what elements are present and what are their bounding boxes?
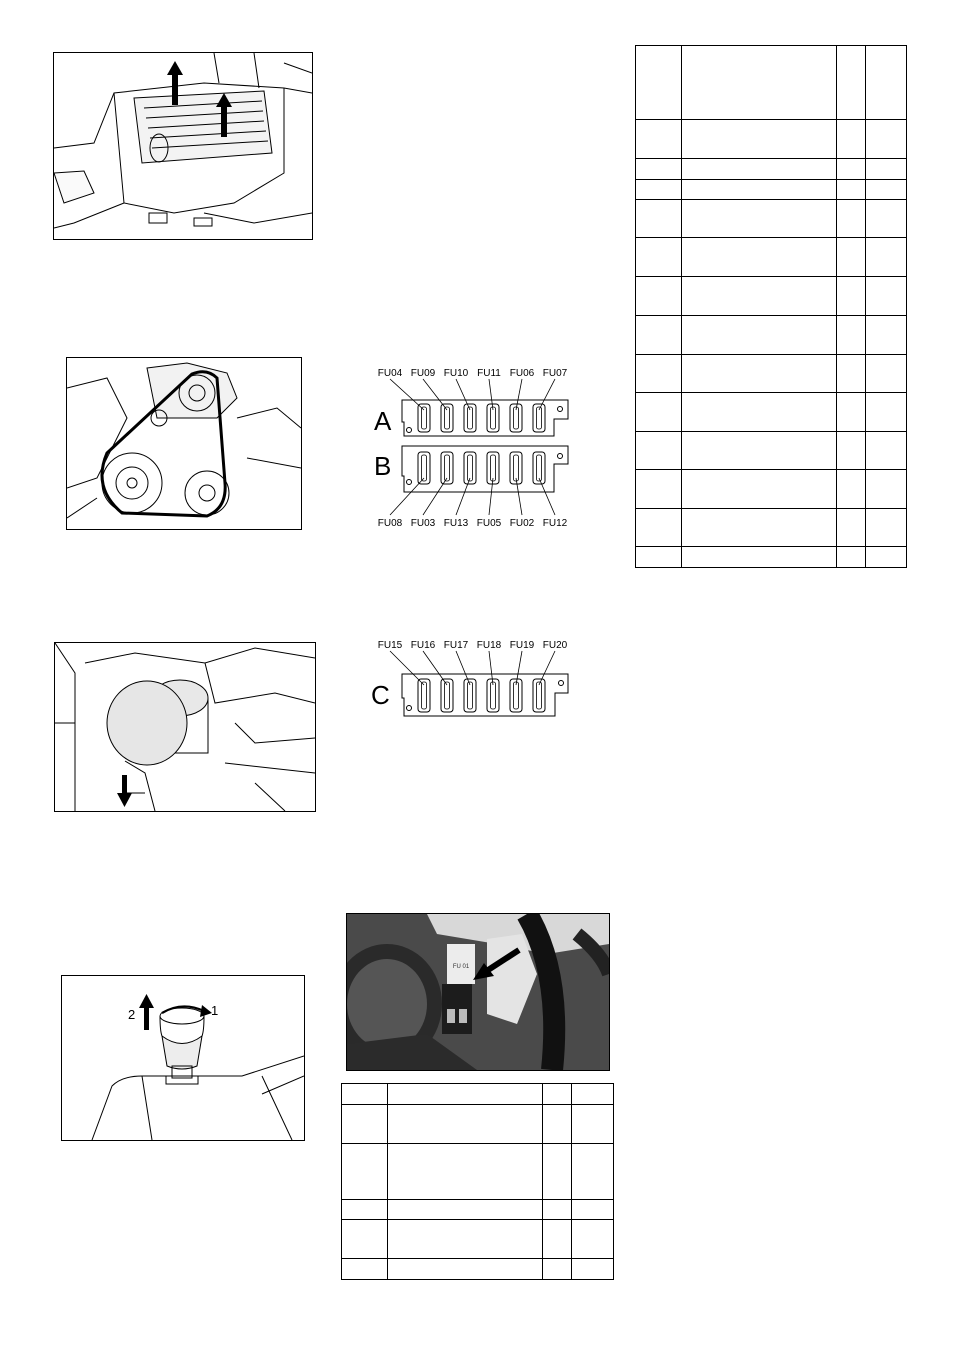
fuse-label-fu07: FU07 (542, 368, 568, 379)
air-filter-illustration (54, 53, 312, 239)
pull-down-arrow-icon (117, 775, 132, 807)
fuse-slot-fu16 (441, 679, 453, 712)
engine-bay-photo (347, 914, 609, 1070)
figure-air-filter-removal (53, 52, 313, 240)
fuse-slot-fu08 (418, 452, 430, 484)
figure-air-filter-cover (54, 642, 316, 812)
figure-drive-belt (66, 357, 302, 530)
air-cleaner-illustration (55, 643, 315, 811)
fuse-leader-fu11 (489, 379, 493, 410)
fuse-label-fu15: FU15 (377, 640, 403, 651)
fuse-blade-fu03 (445, 455, 450, 481)
fuse-leader-fu10 (456, 379, 470, 410)
rotate-arrow-icon (162, 1006, 204, 1013)
fuse-blade-fu20 (537, 682, 542, 709)
filler-cap-illustration (62, 976, 304, 1140)
fuse-box-ab (372, 364, 584, 532)
fuse-leader-fu16 (423, 651, 447, 685)
fuse-slot-fu10 (464, 404, 476, 432)
fuse-leader-fu09 (423, 379, 447, 410)
fuse-leader-fu07 (539, 379, 555, 410)
fuse-label-fu10: FU10 (443, 368, 469, 379)
fuse-slot-fu03 (441, 452, 453, 484)
photo-engine-bay-fuse (346, 913, 610, 1071)
fuse-table-secondary (341, 1083, 614, 1280)
row-a-letter: A (374, 406, 392, 436)
fuse-slot-fu13 (464, 452, 476, 484)
fuse-label-fu08: FU08 (377, 518, 403, 529)
fuse-label-fu06: FU06 (509, 368, 535, 379)
fuse-leader-fu17 (456, 651, 470, 685)
fuse-blade-fu15 (422, 682, 427, 709)
step-lift-number: 2 (128, 1007, 136, 1022)
fuse-label-fu13: FU13 (443, 518, 469, 529)
fuse-blade-fu12 (537, 455, 542, 481)
fuse-blade-fu17 (468, 682, 473, 709)
fuse-label-fu18: FU18 (476, 640, 502, 651)
fuse-label-fu04: FU04 (377, 368, 403, 379)
fuse-label-fu03: FU03 (410, 518, 436, 529)
fuse-label-fu12: FU12 (542, 518, 568, 529)
fuse-leader-fu15 (390, 651, 424, 685)
fuse-blade-fu02 (514, 455, 519, 481)
fuse-leader-fu13 (456, 478, 470, 515)
fuse-leader-fu20 (539, 651, 555, 685)
fuse-label-fu19: FU19 (509, 640, 535, 651)
fuse-label-fu05: FU05 (476, 518, 502, 529)
fuse-blade-fu08 (422, 455, 427, 481)
fuse-box-c (370, 636, 585, 726)
photo-fuse-tag: FU 01 (452, 964, 470, 970)
fuse-label-fu02: FU02 (509, 518, 535, 529)
fuse-blade-fu19 (514, 682, 519, 709)
fuse-blade-fu18 (491, 682, 496, 709)
fuse-slot-fu07 (533, 404, 545, 432)
fuse-slot-fu15 (418, 679, 430, 712)
figure-filler-cap (61, 975, 305, 1141)
fuse-slot-fu04 (418, 404, 430, 432)
fuse-table-main (635, 45, 907, 568)
fuse-slot-fu12 (533, 452, 545, 484)
fuse-blade-fu13 (468, 455, 473, 481)
fuse-blade-fu09 (445, 407, 450, 429)
fuse-blade-fu16 (445, 682, 450, 709)
drive-belt-illustration (67, 358, 301, 529)
fuse-label-fu20: FU20 (542, 640, 568, 651)
fuse-blade-fu05 (491, 455, 496, 481)
fuse-label-fu17: FU17 (443, 640, 469, 651)
fuse-leader-fu12 (539, 478, 555, 515)
fuse-blade-fu04 (422, 407, 427, 429)
fuse-slot-fu20 (533, 679, 545, 712)
fuse-blade-fu06 (514, 407, 519, 429)
row-c-letter: C (371, 680, 390, 710)
fuse-label-fu16: FU16 (410, 640, 436, 651)
fuse-leader-fu04 (390, 379, 424, 410)
row-b-letter: B (374, 451, 392, 481)
fuse-label-fu09: FU09 (410, 368, 436, 379)
fuse-blade-fu10 (468, 407, 473, 429)
fuse-label-fu11: FU11 (477, 368, 501, 379)
fuse-leader-fu18 (489, 651, 493, 685)
fuse-blade-fu11 (491, 407, 496, 429)
step-turn-number: 1 (211, 1003, 219, 1018)
fuse-slot-fu09 (441, 404, 453, 432)
fuse-blade-fu07 (537, 407, 542, 429)
lift-up-arrow-icon (139, 994, 154, 1030)
